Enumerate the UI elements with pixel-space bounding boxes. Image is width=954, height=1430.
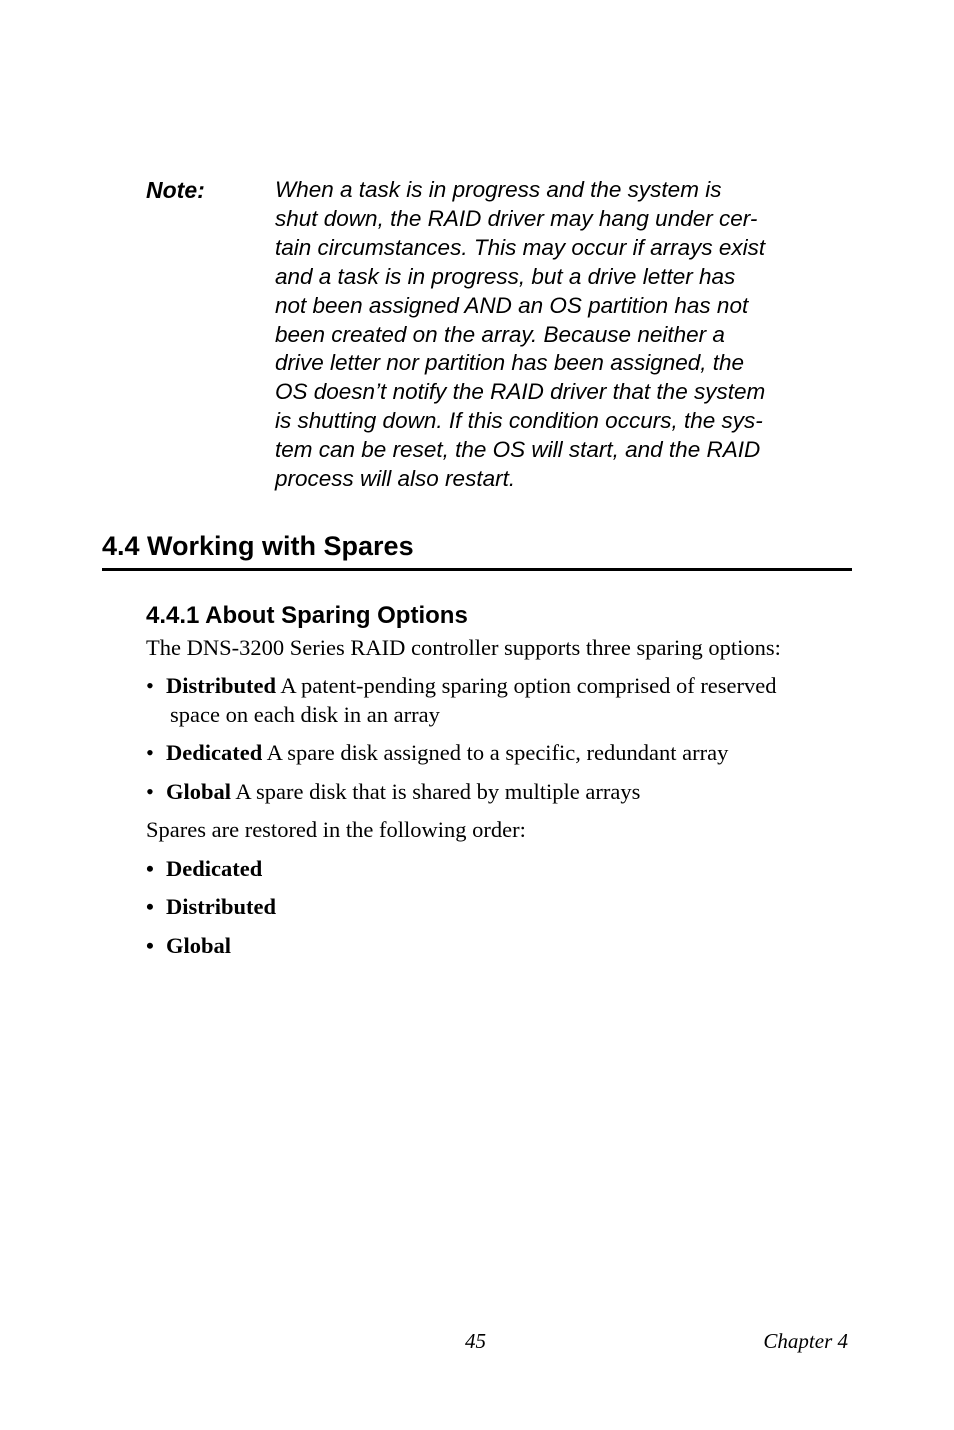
note-line: shut down, the RAID driver may hang under cer- xyxy=(275,205,758,231)
order-item-dedicated xyxy=(146,854,262,883)
bullet: • xyxy=(146,933,154,958)
order-intro: Spares are restored in the following order: xyxy=(146,817,526,842)
note-line: tem can be reset, the OS will start, and the RAID xyxy=(275,437,761,463)
order-label: Dedicated xyxy=(166,856,263,881)
bullet: • xyxy=(146,856,154,881)
note-line: When a task is in progress and the system is xyxy=(275,177,722,202)
option-term: Dedicated xyxy=(166,740,263,765)
option-desc: A patent-pending sparing option comprised of reserved xyxy=(276,673,777,698)
note-body xyxy=(275,176,835,494)
list-item-distributed xyxy=(146,671,846,729)
bullet: • xyxy=(146,673,154,698)
bullet: • xyxy=(146,779,154,804)
page-number: 45 xyxy=(465,1329,486,1353)
note-line: is shutting down. If this condition occurs, the sys- xyxy=(275,408,763,434)
note-line: process will also restart. xyxy=(275,466,516,492)
option-term: Global xyxy=(166,779,232,804)
note-line: tain circumstances. This may occur if arrays exist xyxy=(275,234,766,260)
note-label: Note: xyxy=(146,177,205,203)
chapter-label: Chapter 4 xyxy=(763,1329,848,1353)
note-line: and a task is in progress, but a drive letter has xyxy=(275,263,736,289)
list-item-global xyxy=(146,777,846,806)
note-line: been created on the array. Because neither a xyxy=(275,321,725,347)
note-line: not been assigned AND an OS partition has not xyxy=(275,292,749,318)
option-term: Distributed xyxy=(166,673,277,698)
order-label: Global xyxy=(166,933,232,958)
order-item-distributed xyxy=(146,892,276,921)
section-title: 4.4 Working with Spares xyxy=(102,529,852,571)
note-line: drive letter nor partition has been assigned, the xyxy=(275,350,745,376)
order-item-global xyxy=(146,931,231,960)
option-desc: A spare disk assigned to a specific, redundant array xyxy=(262,740,729,765)
subsection-intro: The DNS-3200 Series RAID controller supports three sparing options: xyxy=(146,635,781,660)
option-desc-continued: space on each disk in an array xyxy=(170,702,440,727)
bullet: • xyxy=(146,894,154,919)
note-line: OS doesn’t notify the RAID driver that the system xyxy=(275,379,766,405)
order-label: Distributed xyxy=(166,894,277,919)
list-item-dedicated xyxy=(146,738,846,767)
option-desc: A spare disk that is shared by multiple arrays xyxy=(231,779,641,804)
subsection-title: 4.4.1 About Sparing Options xyxy=(146,602,468,629)
bullet: • xyxy=(146,740,154,765)
